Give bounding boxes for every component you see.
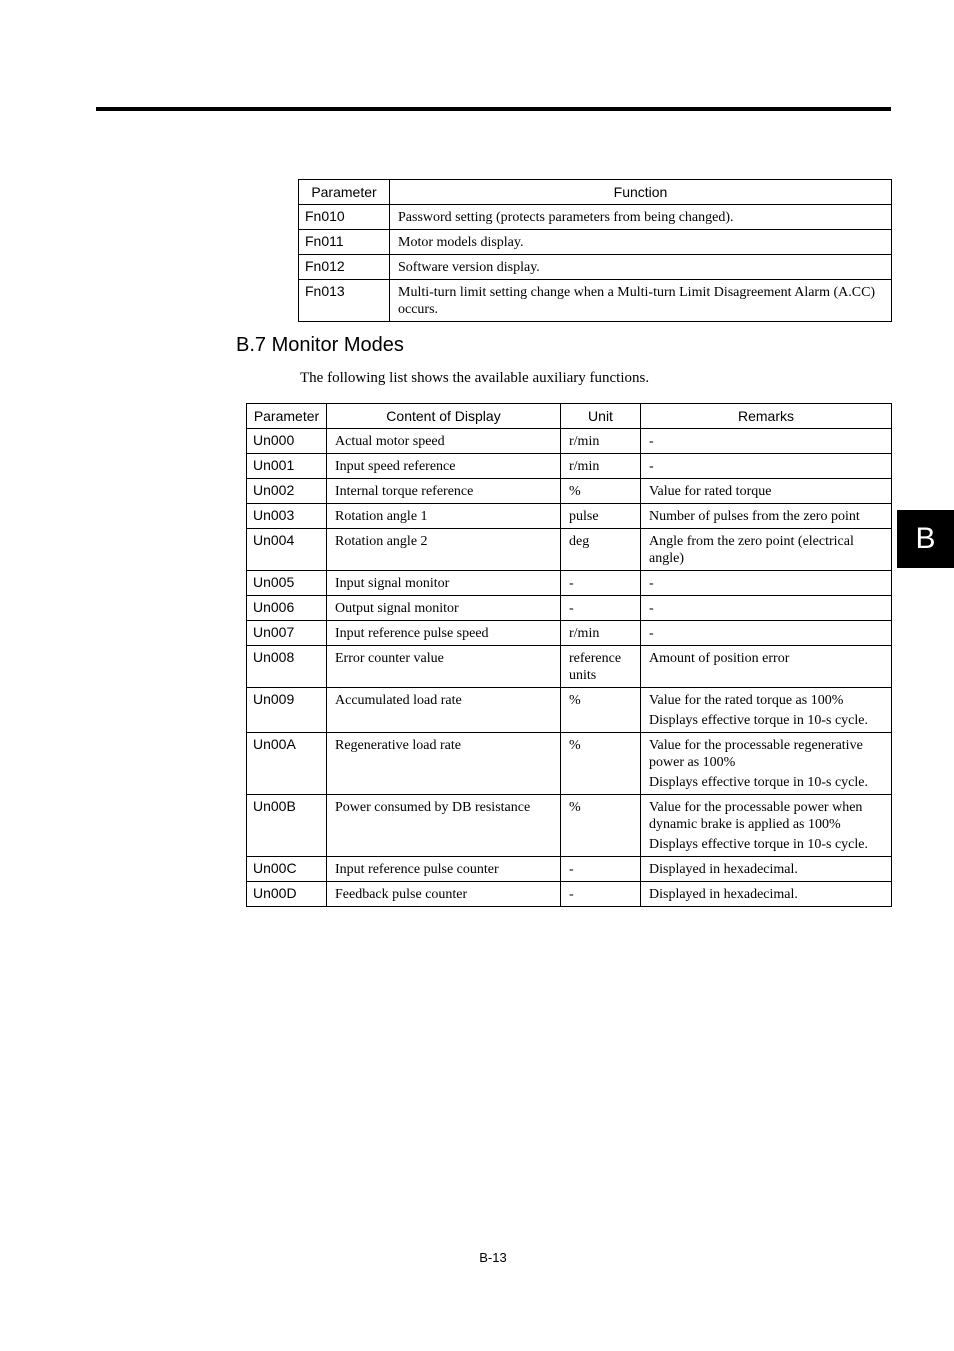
function-cell: Software version display. [390, 255, 892, 280]
table-row [299, 205, 892, 230]
remarks-cell [641, 504, 892, 529]
unit-cell: r/min [561, 429, 641, 454]
table-row [247, 621, 892, 646]
parameter-cell: Un00B [247, 795, 327, 857]
table-row [247, 529, 892, 571]
parameter-cell: Fn010 [299, 205, 390, 230]
content-cell: Input reference pulse counter [327, 857, 561, 882]
parameter-cell: Fn012 [299, 255, 390, 280]
table-row [247, 882, 892, 907]
content-cell: Power consumed by DB resistance [327, 795, 561, 857]
parameter-cell: Un00A [247, 733, 327, 795]
page-number: B-13 [479, 1250, 507, 1265]
unit-cell: r/min [561, 621, 641, 646]
remark-line: Angle from the zero point (electrical angle) [649, 534, 854, 566]
parameter-cell: Fn013 [299, 280, 390, 322]
column-header-function: Function [390, 180, 892, 205]
content-cell: Feedback pulse counter [327, 882, 561, 907]
content-cell: Input speed reference [327, 454, 561, 479]
remarks-cell [641, 688, 892, 733]
column-header-content: Content of Display [327, 404, 561, 429]
table-row [247, 688, 892, 733]
remarks-cell [641, 733, 892, 795]
remark-line: - [649, 601, 654, 616]
table-row [247, 504, 892, 529]
table-row [247, 454, 892, 479]
unit-cell: - [561, 857, 641, 882]
table-row [247, 596, 892, 621]
parameter-cell: Un001 [247, 454, 327, 479]
remarks-cell [641, 571, 892, 596]
parameter-cell: Un00C [247, 857, 327, 882]
parameter-cell: Un008 [247, 646, 327, 688]
remark-line: - [649, 626, 654, 641]
remarks-cell [641, 646, 892, 688]
remarks-cell [641, 454, 892, 479]
remark-line: - [649, 576, 654, 591]
content-cell: Actual motor speed [327, 429, 561, 454]
remark-line: Displays effective torque in 10-s cycle. [649, 713, 869, 728]
content-cell: Internal torque reference [327, 479, 561, 504]
parameter-cell: Un002 [247, 479, 327, 504]
monitor-mode-table [246, 403, 892, 907]
remarks-cell [641, 596, 892, 621]
remarks-cell [641, 529, 892, 571]
table-row [247, 479, 892, 504]
remarks-cell [641, 857, 892, 882]
parameter-cell: Un00D [247, 882, 327, 907]
table-header-row [299, 180, 892, 205]
remark-line: - [649, 459, 654, 474]
content-cell: Input reference pulse speed [327, 621, 561, 646]
parameter-cell: Un005 [247, 571, 327, 596]
unit-cell: - [561, 596, 641, 621]
table-row [299, 230, 892, 255]
remarks-cell [641, 621, 892, 646]
unit-cell: % [561, 479, 641, 504]
parameter-cell: Fn011 [299, 230, 390, 255]
remarks-cell [641, 795, 892, 857]
unit-cell: pulse [561, 504, 641, 529]
table-row [247, 795, 892, 857]
content-cell: Input signal monitor [327, 571, 561, 596]
table-row [247, 733, 892, 795]
remark-line: Value for the rated torque as 100% [649, 693, 844, 708]
unit-cell: % [561, 688, 641, 733]
unit-cell: % [561, 795, 641, 857]
remark-line: Displays effective torque in 10-s cycle. [649, 837, 869, 852]
remark-line: Displays effective torque in 10-s cycle. [649, 775, 869, 790]
parameter-cell: Un004 [247, 529, 327, 571]
content-cell: Rotation angle 2 [327, 529, 561, 571]
remark-line: Number of pulses from the zero point [649, 509, 860, 524]
remark-line: Displayed in hexadecimal. [649, 862, 798, 877]
parameter-cell: Un009 [247, 688, 327, 733]
remark-line: Value for the processable regenerative power as 100% [649, 738, 863, 770]
remarks-cell [641, 882, 892, 907]
function-cell: Multi-turn limit setting change when a Multi-turn Limit Disagreement Alarm (A.CC) occurs. [390, 280, 892, 322]
table-row [247, 429, 892, 454]
auxiliary-function-table [298, 179, 892, 322]
content-cell: Output signal monitor [327, 596, 561, 621]
parameter-cell: Un000 [247, 429, 327, 454]
remark-line: - [649, 434, 654, 449]
table-row [247, 646, 892, 688]
parameter-cell: Un003 [247, 504, 327, 529]
column-header-parameter: Parameter [299, 180, 390, 205]
content-cell: Rotation angle 1 [327, 504, 561, 529]
remark-line: Value for the processable power when dynamic brake is applied as 100% [649, 800, 863, 832]
column-header-parameter: Parameter [247, 404, 327, 429]
unit-cell: deg [561, 529, 641, 571]
function-cell: Password setting (protects parameters from being changed). [390, 205, 892, 230]
content-cell: Error counter value [327, 646, 561, 688]
content-cell: Regenerative load rate [327, 733, 561, 795]
section-intro: The following list shows the available auxiliary functions. [300, 370, 650, 386]
parameter-cell: Un006 [247, 596, 327, 621]
header-rule [96, 107, 891, 111]
table-row [299, 280, 892, 322]
remark-line: Value for rated torque [649, 484, 772, 499]
table-row [299, 255, 892, 280]
unit-cell: % [561, 733, 641, 795]
function-cell: Motor models display. [390, 230, 892, 255]
unit-cell: - [561, 571, 641, 596]
parameter-cell: Un007 [247, 621, 327, 646]
unit-cell: - [561, 882, 641, 907]
table-row [247, 857, 892, 882]
appendix-tab: B [897, 510, 954, 568]
column-header-unit: Unit [561, 404, 641, 429]
unit-cell: r/min [561, 454, 641, 479]
table-row [247, 571, 892, 596]
section-title: B.7 Monitor Modes [236, 334, 404, 356]
table-header-row [247, 404, 892, 429]
remark-line: Amount of position error [649, 651, 790, 666]
column-header-remarks: Remarks [641, 404, 892, 429]
content-cell: Accumulated load rate [327, 688, 561, 733]
remark-line: Displayed in hexadecimal. [649, 887, 798, 902]
unit-cell: reference units [561, 646, 641, 688]
remarks-cell [641, 479, 892, 504]
remarks-cell [641, 429, 892, 454]
